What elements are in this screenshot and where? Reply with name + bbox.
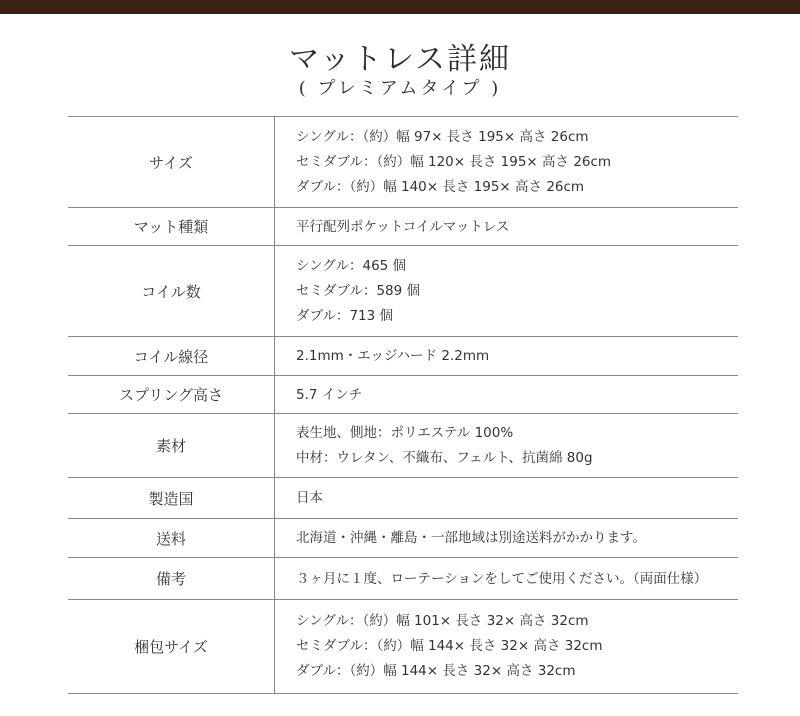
column-divider bbox=[274, 414, 275, 477]
column-divider bbox=[274, 600, 275, 693]
spec-value-line: 北海道・沖縄・離島・一部地域は別途送料がかかります。 bbox=[296, 530, 646, 546]
column-divider bbox=[274, 376, 275, 413]
spec-label: マット種類 bbox=[133, 218, 209, 236]
spec-label: 製造国 bbox=[148, 489, 194, 508]
spec-row-coil-gauge bbox=[68, 336, 738, 375]
spec-value-line: 2.1mm・エッジハード 2.2mm bbox=[296, 348, 490, 364]
column-divider bbox=[274, 337, 275, 375]
spec-value bbox=[296, 337, 738, 375]
spec-value-line: ダブル：（約）幅 140× 長さ 195× 高さ 26cm bbox=[296, 178, 585, 195]
spec-value-line: 平行配列ポケットコイルマットレス bbox=[296, 218, 510, 235]
spec-value bbox=[296, 414, 738, 477]
spec-value bbox=[296, 558, 738, 599]
spec-value-line: 表生地、側地：ポリエステル 100% bbox=[296, 424, 514, 441]
spec-value-line: 中材：ウレタン、不織布、フェルト、抗菌綿 80g bbox=[296, 449, 593, 466]
spec-value-line: シングル：（約）幅 101× 長さ 32× 高さ 32cm bbox=[296, 613, 589, 629]
column-divider bbox=[274, 478, 275, 518]
spec-row-material bbox=[68, 413, 738, 477]
column-divider bbox=[274, 246, 275, 336]
spec-value bbox=[296, 117, 738, 207]
page-title: マットレス詳細 bbox=[289, 42, 511, 77]
spec-value-line: ３ヶ月に１度、ローテーションをしてご使用ください。（両面仕様） bbox=[296, 570, 708, 587]
spec-value-line: ダブル：713 個 bbox=[296, 307, 394, 324]
spec-value bbox=[296, 376, 738, 413]
spec-row-package-size bbox=[68, 599, 738, 694]
page-subtitle: ( プレミアムタイプ ) bbox=[298, 78, 502, 99]
spec-label: 梱包サイズ bbox=[134, 638, 208, 656]
spec-row-coil-count bbox=[68, 245, 738, 336]
spec-value-line: 日本 bbox=[296, 490, 323, 506]
top-brown-bar bbox=[0, 0, 800, 14]
spec-label: 送料 bbox=[155, 529, 186, 548]
spec-value-line: セミダブル：（約）幅 120× 長さ 195× 高さ 26cm bbox=[296, 153, 612, 170]
spec-label: 備考 bbox=[155, 570, 186, 588]
spec-row-size bbox=[68, 116, 738, 207]
spec-table bbox=[68, 116, 738, 694]
spec-value bbox=[296, 478, 738, 518]
spec-row-spring-height bbox=[68, 375, 738, 413]
spec-value-line: ダブル：（約）幅 144× 長さ 32× 高さ 32cm bbox=[296, 663, 576, 679]
spec-value-line: シングル：465 個 bbox=[296, 257, 407, 274]
spec-value-line: 5.7 インチ bbox=[296, 386, 363, 403]
spec-value bbox=[296, 519, 738, 557]
spec-label: コイル線径 bbox=[133, 347, 209, 366]
spec-row-notes bbox=[68, 557, 738, 599]
spec-row-shipping bbox=[68, 518, 738, 557]
spec-value-line: シングル：（約）幅 97× 長さ 195× 高さ 26cm bbox=[296, 128, 589, 145]
spec-value-line: セミダブル：（約）幅 144× 長さ 32× 高さ 32cm bbox=[296, 638, 603, 654]
column-divider bbox=[274, 558, 275, 599]
column-divider bbox=[274, 117, 275, 207]
spec-value-line: セミダブル：589 個 bbox=[296, 282, 421, 299]
column-divider bbox=[274, 208, 275, 245]
spec-label: コイル数 bbox=[141, 282, 201, 301]
spec-value bbox=[296, 208, 738, 245]
spec-label: 素材 bbox=[155, 437, 186, 455]
spec-label: サイズ bbox=[149, 153, 193, 172]
spec-row-mat-type bbox=[68, 207, 738, 245]
spec-value bbox=[296, 246, 738, 336]
spec-value bbox=[296, 600, 738, 693]
spec-label: スプリング高さ bbox=[118, 386, 224, 404]
spec-row-origin bbox=[68, 477, 738, 518]
column-divider bbox=[274, 519, 275, 557]
